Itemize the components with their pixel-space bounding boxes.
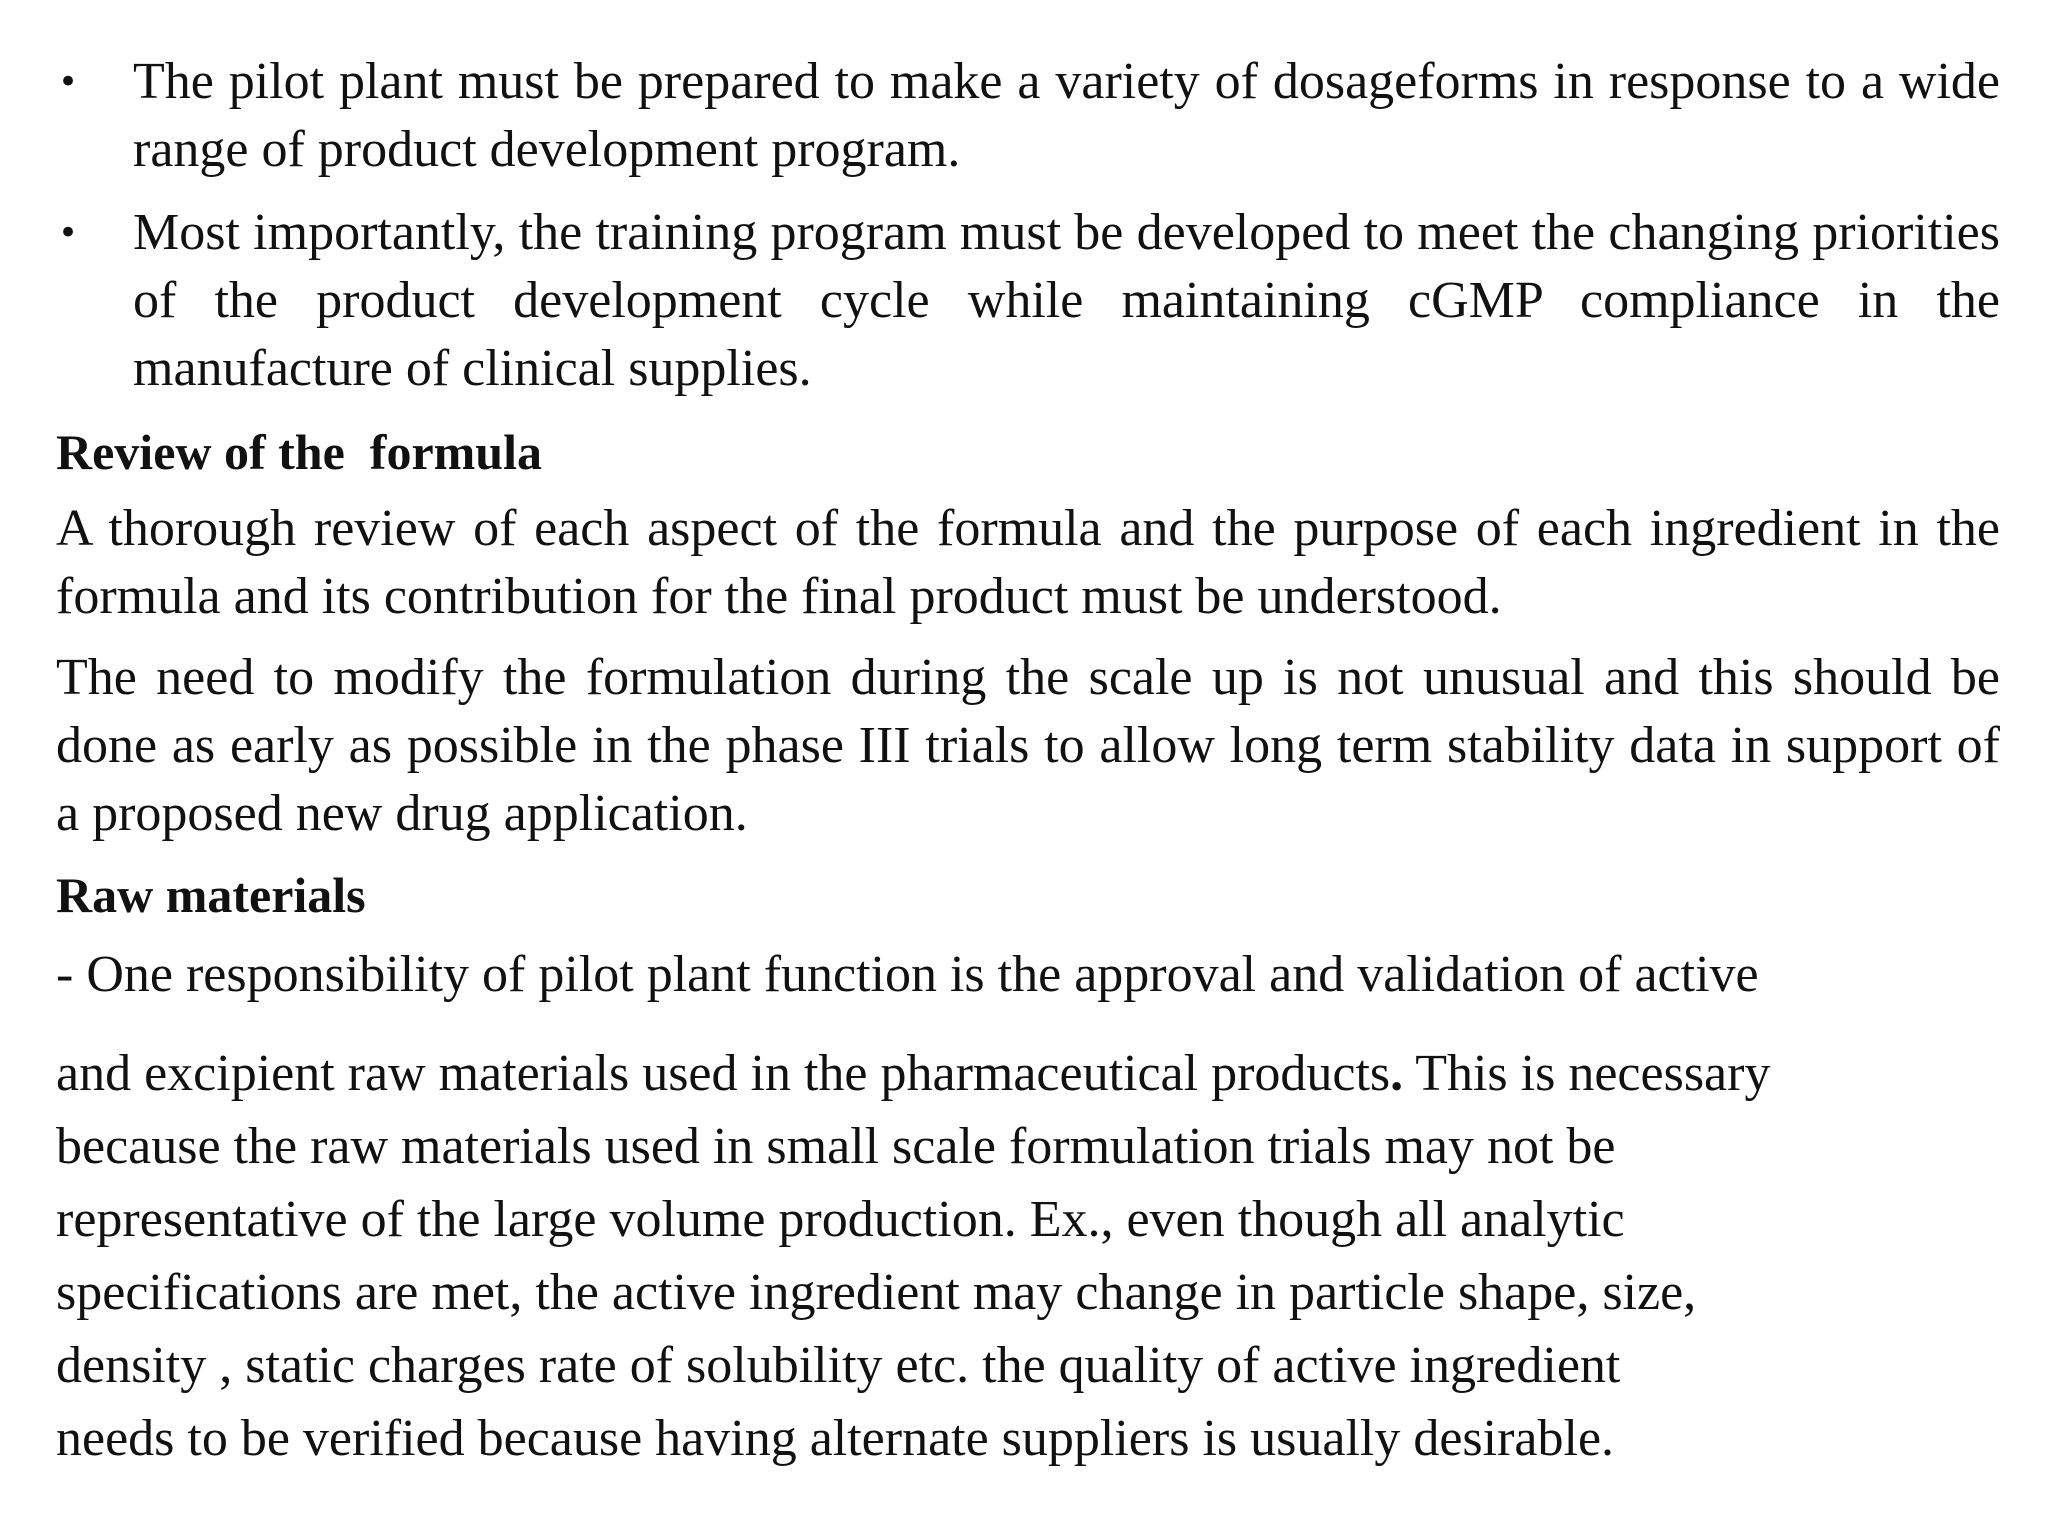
raw-materials-line [56, 1037, 2000, 1110]
bullet-icon: • [58, 62, 79, 102]
bullet-text: The pilot plant must be prepared to make a variety of dosageforms in response to a wide range of product development program. [133, 53, 2000, 178]
formula-review-heading: Review of the formula [56, 424, 542, 480]
raw-materials-line: - One responsibility of pilot plant function is the approval and validation of active [56, 946, 1759, 1003]
formulation-modification-paragraph: The need to modify the formulation during the scale up is not unusual and this should be done as early as possible in the phase III trials to allow long term stability data in support of a proposed new drug application. [56, 649, 2000, 842]
bullet-item [56, 48, 2000, 184]
raw-materials-paragraph [56, 938, 2000, 1475]
raw-materials-heading: Raw materials [56, 867, 366, 923]
raw-materials-line: needs to be verified because having alternate suppliers is usually desirable. [56, 1410, 1615, 1467]
bullet-text: Most importantly, the training program must be developed to meet the changing priorities of the product development cycle while maintaining cGMP compliance in the manufacture of clinical supplies. [133, 204, 2000, 397]
raw-materials-period: . [1390, 1045, 1404, 1102]
raw-materials-line: specifications are met, the active ingredient may change in particle shape, size, [56, 1264, 1697, 1321]
bullet-item [56, 199, 2000, 403]
bullet-icon: • [58, 213, 79, 253]
raw-materials-line: representative of the large volume production. Ex., even though all analytic [56, 1191, 1625, 1248]
formula-review-paragraph: A thorough review of each aspect of the formula and the purpose of each ingredient in the formula and its contribution for the final product must be understood. [56, 500, 2000, 625]
raw-materials-line-start: and excipient raw materials used in the pharmaceutical products [56, 1045, 1391, 1102]
raw-materials-line: density , static charges rate of solubility etc. the quality of active ingredient [56, 1337, 1621, 1394]
bullet-list [56, 48, 2000, 403]
raw-materials-line: because the raw materials used in small scale formulation trials may not be [56, 1118, 1616, 1175]
raw-materials-line-end: This is necessary [1403, 1045, 1771, 1102]
